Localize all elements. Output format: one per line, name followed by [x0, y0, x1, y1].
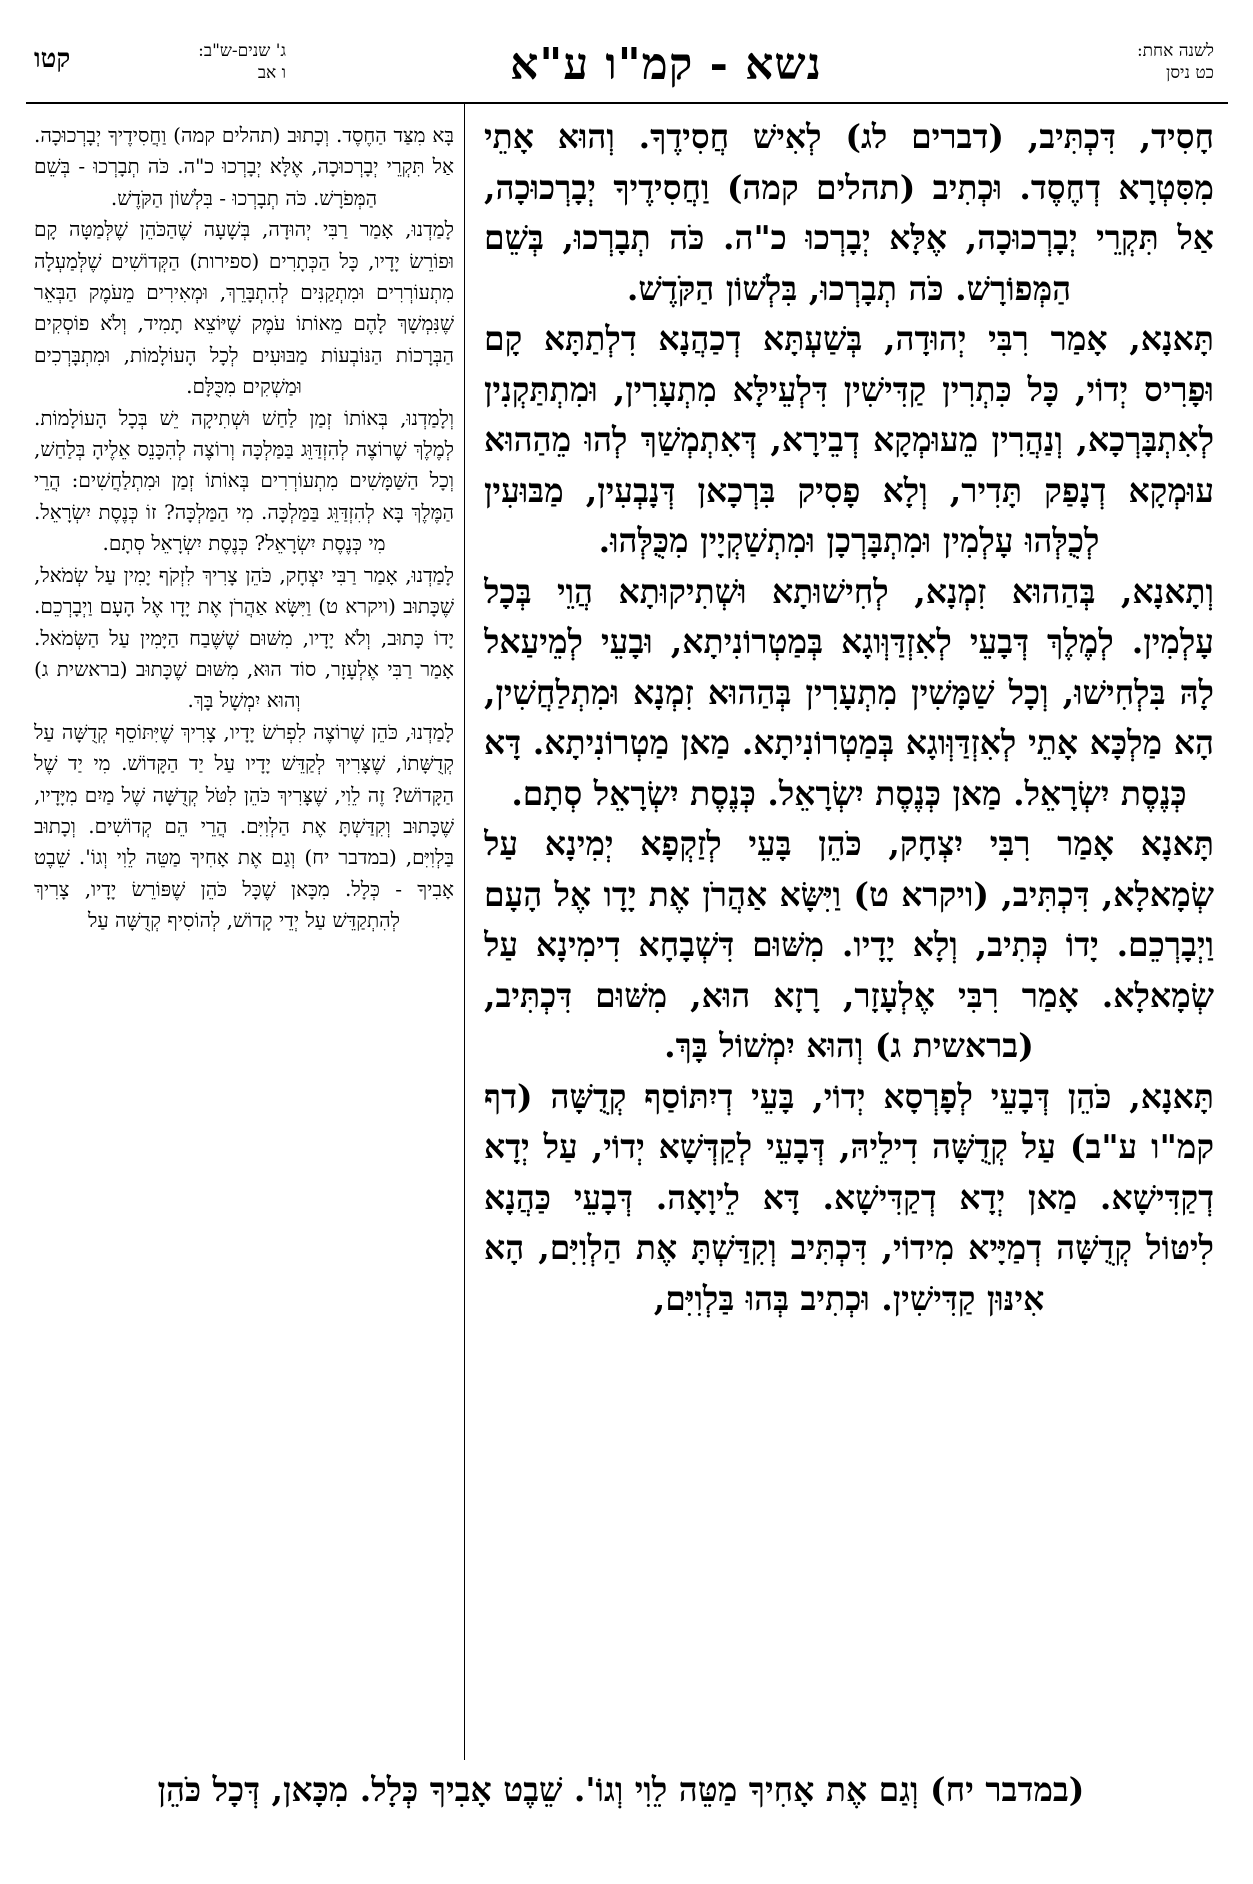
page-header [26, 36, 1228, 104]
translation-paragraph: לָמַדְנוּ, אָמַר רַבִּי יִצְחָק, כֹּהֵן צָרִיךְ לִזְקֹף יָמִין עַל שְׂמֹאל, שֶׁכָּתוּב (ויקרא ט) וַיִּשָּׂא אַהֲרֹן אֶת יָדָו אֶל הָעָם וַיְבָרְכֵם. יָדוֹ כָּתוּב, וְלֹא יָדָיו, מִשּׁוּם שֶׁשֶּׁבַח הַיָּמִין עַל הַשְּׂמֹאל. אָמַר רַבִּי אֶלְעָזָר, סוֹד הוּא, מִשּׁוּם שֶׁכָּתוּב (בראשית ג) וְהוּא יִמְשָׁל בָּךְ. [34, 562, 454, 713]
page-number: קטו [34, 44, 71, 74]
one-year-study-label: לשנה אחת: [1136, 41, 1214, 61]
main-paragraph: תָּאנָא, כֹּהֵן דְּבָעֵי לְפָרְסָא יְדוֹי, בָּעֵי דְיִתּוֹסַף קְדֻשָּׁה (דף קמ"ו ע"ב) עַל קְדֻשָּׁה דִילֵיהּ, דְּבָעֵי לְקַדְּשָׁא יְדוֹי, עַל יְדָא דְקַדִּישָׁא. מַאן יְדָא דְקַדִּישָׁא. דָּא לֵיוָאָה. דְּבָעֵי כַּהֲנָא לִיטּוֹל קְדֻשָּׁה דְמַיָּיא מִידוֹי, דִּכְתִּיב וְקִדַּשְׁתָּ אֶת הַלְוִיִּם, הָא אִינּוּן קַדִּישִׁין. וּכְתִיב בְּהוּ בַּלְוִיִּם, [484, 1076, 1214, 1318]
header-divider [26, 102, 1228, 104]
translation-paragraph: וְלָמַדְנוּ, בְּאוֹתוֹ זְמַן לַחַשׁ וּשְׁתִיקָה יֵשׁ בְּכָל הָעוֹלָמוֹת. לְמֶלֶךְ שֶׁרוֹצֶה לְהִזְדַּוֵּג בַּמַּלְכָּה וְרוֹצֶה לְהִכָּנֵס אֵלֶיהָ בְּלַחַשׁ, וְכָל הַשַּׁמָּשִׁים מִתְעוֹרְרִים בְּאוֹתוֹ זְמַן וּמִתְלַחֲשִׁים: הֲרֵי הַמֶּלֶךְ בָּא לְהִזְדַּוֵּג בַּמַּלְכָּה. מִי הַמַּלְכָּה? זוֹ כְּנֶסֶת יִשְׂרָאֵל. מִי כְּנֶסֶת יִשְׂרָאֵל? כְּנֶסֶת יִשְׂרָאֵל סְתָם. [34, 405, 454, 556]
page-title: נשא - קמ"ו ע"א [510, 39, 822, 90]
three-year-study-info [96, 40, 286, 84]
page [26, 36, 1228, 1856]
translation-paragraph: לָמַדְנוּ, אָמַר רַבִּי יְהוּדָה, בְּשָׁעָה שֶׁהַכֹּהֵן שֶׁלְּמַטָּה קָם וּפוֹרֵשׂ יָדָיו, כָּל הַכְּתָרִים (ספירות) הַקְּדוֹשִׁים שֶׁלְּמַעְלָה מִתְעוֹרְרִים וּמִתְקַנִּים לְהִתְבָּרֵךְ, וּמְאִירִים מֵעֹמֶק הַבְּאֵר שֶׁנִּמְשָׁךְ לָהֶם מֵאוֹתוֹ עֹמֶק שֶׁיּוֹצֵא תָמִיד, וְלֹא פוֹסְקִים הַבְּרָכוֹת הַנּוֹבְעוֹת מַבּוּעִים לְכָל הָעוֹלָמוֹת, וּמִתְבָּרְכִים וּמַשְׁקִים מִכֻּלָּם. [34, 217, 454, 399]
main-paragraph: וְתָאנָא, בְּהַהוּא זִמְנָא, לְחִישׁוּתָא וּשְׁתִיקוּתָא הֲוֵי בְּכָל עָלְמִין. לְמֶלֶךְ דְּבָעֵי לְאִזְדַּוְּוגָא בְּמַטְרוֹנִיתָא, וּבָעֵי לְמֵיעַאל לָהּ בִּלְחִישׁוּ, וְכָל שַׁמָּשִׁין מִתְעָרִין בְּהַהוּא זִמְנָא וּמִתְלַחֲשִׁין, הָא מַלְכָּא אָתֵי לְאִזְדַּוְּוגָא בְּמַטְרוֹנִיתָא. מַאן מַטְרוֹנִיתָא. דָּא כְּנֶסֶת יִשְׂרָאֵל. מַאן כְּנֶסֶת יִשְׂרָאֵל. כְּנֶסֶת יִשְׂרָאֵל סְתָם. [484, 571, 1214, 813]
main-text-column [484, 112, 1214, 1757]
column-divider [464, 104, 465, 1760]
main-paragraph: תָּאנָא, אָמַר רִבִּי יְהוּדָה, בְּשַׁעְתָּא דְכַהֲנָא דִלְתַתָּא קָם וּפָרִיס יְדוֹי, כָּל כִּתְרִין קַדִּישִׁין דִּלְעֵילָּא מִתְעָרִין, וּמִתְתַּקְנִין לְאִתְבָּרְכָא, וְנַהֲרִין מֵעוּמְקָא דְבֵירָא, דְּאִתְמְשַׁךְ לְהוּ מֵהַהוּא עוּמְקָא דְנָפַק תָּדִיר, וְלָא פָסִיק בִּרְכָאן דְּנָבְעִין, מַבּוּעִין לְכֻלְּהוּ עָלְמִין וּמִתְבָּרְכָן וּמִתְשַׁקְיָין מִכֻּלְּהוּ. [484, 319, 1214, 560]
bottom-continuation-line: (במדבר יח) וְגַם אֶת אָחִיךָ מַטֵּה לֵוִי וְגוֹ'. שֵׁבֶט אָבִיךָ כְּלָל. מִכָּאן, דְּכָל כֹּהֵן [157, 1770, 1085, 1809]
one-year-study-date: כט ניסן [1166, 63, 1214, 83]
three-year-study-date: ו אב [257, 63, 286, 83]
main-paragraph: חָסִיד, דִּכְתִּיב, (דברים לג) לְאִישׁ חֲסִידֶךָ. וְהוּא אָתֵי מִסִּטְרָא דְחֶסֶד. וּכְתִיב (תהלים קמה) וַחֲסִידֶיךָ יְבָרְכוּכָה, אַל תִּקְרֵי יְבָרְכוּכָה, אֶלָּא יְבָרְכוּ כ"ה. כֹּה תְבָרְכוּ, בְּשֵׁם הַמְּפוֹרָשׁ. כֹּה תְבָרְכוּ, בִּלְשׁוֹן הַקֹּדֶשׁ. [484, 117, 1214, 308]
translation-column [34, 120, 454, 1760]
one-year-study-info [1014, 40, 1214, 84]
three-year-study-label: ג' שנים-ש"ב: [198, 41, 286, 61]
main-paragraph: תָּאנָא אָמַר רִבִּי יִצְחָק, כֹּהֵן בָּעֵי לְזַקְפָא יְמִינָא עַל שְׂמָאלָא, דִּכְתִּיב, (ויקרא ט) וַיִּשָּׂא אַהֲרֹן אֶת יָדָו אֶל הָעָם וַיְבָרְכֵם. יָדוֹ כְּתִיב, וְלָא יָדָיו. מִשּׁוּם דִּשְׁבָחָא דִימִינָא עַל שְׂמָאלָא. אָמַר רִבִּי אֶלְעָזָר, רָזָא הוּא, מִשּׁוּם דִּכְתִּיב, (בראשית ג) וְהוּא יִמְשׁוֹל בָּךְ. [484, 824, 1214, 1065]
translation-paragraph: לָמַדְנוּ, כֹּהֵן שֶׁרוֹצֶה לִפְרֹשׂ יָדָיו, צָרִיךְ שֶׁיִּתּוֹסֵף קְדֻשָּׁה עַל קְדֻשָּׁתוֹ, שֶׁצָּרִיךְ לְקַדֵּשׁ יָדָיו עַל יַד הַקָּדוֹשׁ. מִי יַד שֶׁל הַקָּדוֹשׁ? זֶה לֵוִי, שֶׁצָּרִיךְ כֹּהֵן לִטֹּל קְדֻשָּׁה שֶׁל מַיִם מִיָּדָיו, שֶׁכָּתוּב וְקִדַּשְׁתָּ אֶת הַלְוִיִּם. הֲרֵי הֵם קְדוֹשִׁים. וְכָתוּב בַּלְוִיִּם, (במדבר יח) וְגַם אֶת אָחִיךָ מַטֵּה לֵוִי וְגוֹ'. שֵׁבֶט אָבִיךָ - כְּלָל. מִכָּאן שֶׁכָּל כֹּהֵן שֶׁפּוֹרֵשׂ יָדָיו, צָרִיךְ לְהִתְקַדֵּשׁ עַל יְדֵי קָדוֹשׁ, לְהוֹסִיף קְדֻשָּׁה עַל [34, 719, 454, 933]
translation-paragraph: בָּא מִצַּד הַחֶסֶד. וְכָתוּב (תהלים קמה) וַחֲסִידֶיךָ יְבָרְכוּכָה. אַל תִּקְרֵי יְבָרְכוּכָה, אֶלָּא יְבָרְכוּ כ"ה. כֹּה תְבָרְכוּ - בְּשֵׁם הַמְּפֹרָשׁ. כֹּה תְבָרְכוּ - בִּלְשׁוֹן הַקֹּדֶשׁ. [34, 123, 454, 210]
